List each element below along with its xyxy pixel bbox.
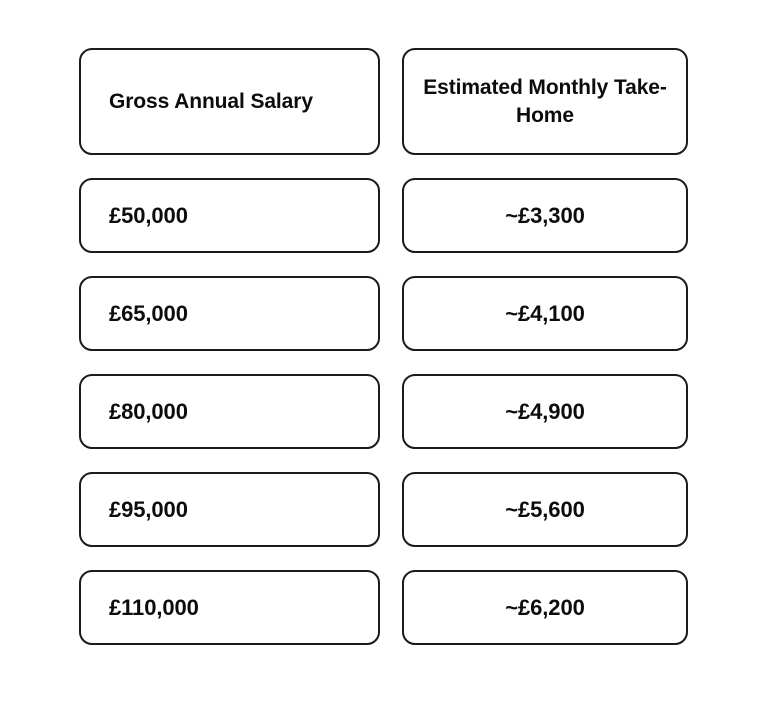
cell-value: ~£5,600 [505, 496, 585, 522]
table-header-row [79, 48, 688, 155]
cell-estimated-monthly-take-home [402, 570, 688, 645]
cell-estimated-monthly-take-home [402, 472, 688, 547]
cell-value: £65,000 [109, 300, 188, 326]
table-row [79, 570, 688, 645]
column-header-label: Gross Annual Salary [109, 89, 313, 113]
cell-estimated-monthly-take-home [402, 178, 688, 253]
table-body [79, 48, 688, 645]
cell-gross-annual-salary [79, 178, 380, 253]
table-row [79, 374, 688, 449]
cell-value: ~£4,900 [505, 398, 585, 424]
column-header-label: Estimated Monthly Take-Home [423, 75, 667, 127]
column-header-gross-annual-salary [79, 48, 380, 155]
cell-gross-annual-salary [79, 472, 380, 547]
cell-estimated-monthly-take-home [402, 374, 688, 449]
column-header-estimated-monthly-take-home [402, 48, 688, 155]
table-row [79, 472, 688, 547]
cell-value: £80,000 [109, 398, 188, 424]
cell-gross-annual-salary [79, 374, 380, 449]
cell-value: £110,000 [109, 594, 199, 620]
cell-value: ~£3,300 [505, 202, 585, 228]
cell-value: £50,000 [109, 202, 188, 228]
cell-value: ~£6,200 [505, 594, 585, 620]
table-row [79, 276, 688, 351]
table-row [79, 178, 688, 253]
cell-value: ~£4,100 [505, 300, 585, 326]
cell-value: £95,000 [109, 496, 188, 522]
cell-gross-annual-salary [79, 570, 380, 645]
cell-gross-annual-salary [79, 276, 380, 351]
cell-estimated-monthly-take-home [402, 276, 688, 351]
